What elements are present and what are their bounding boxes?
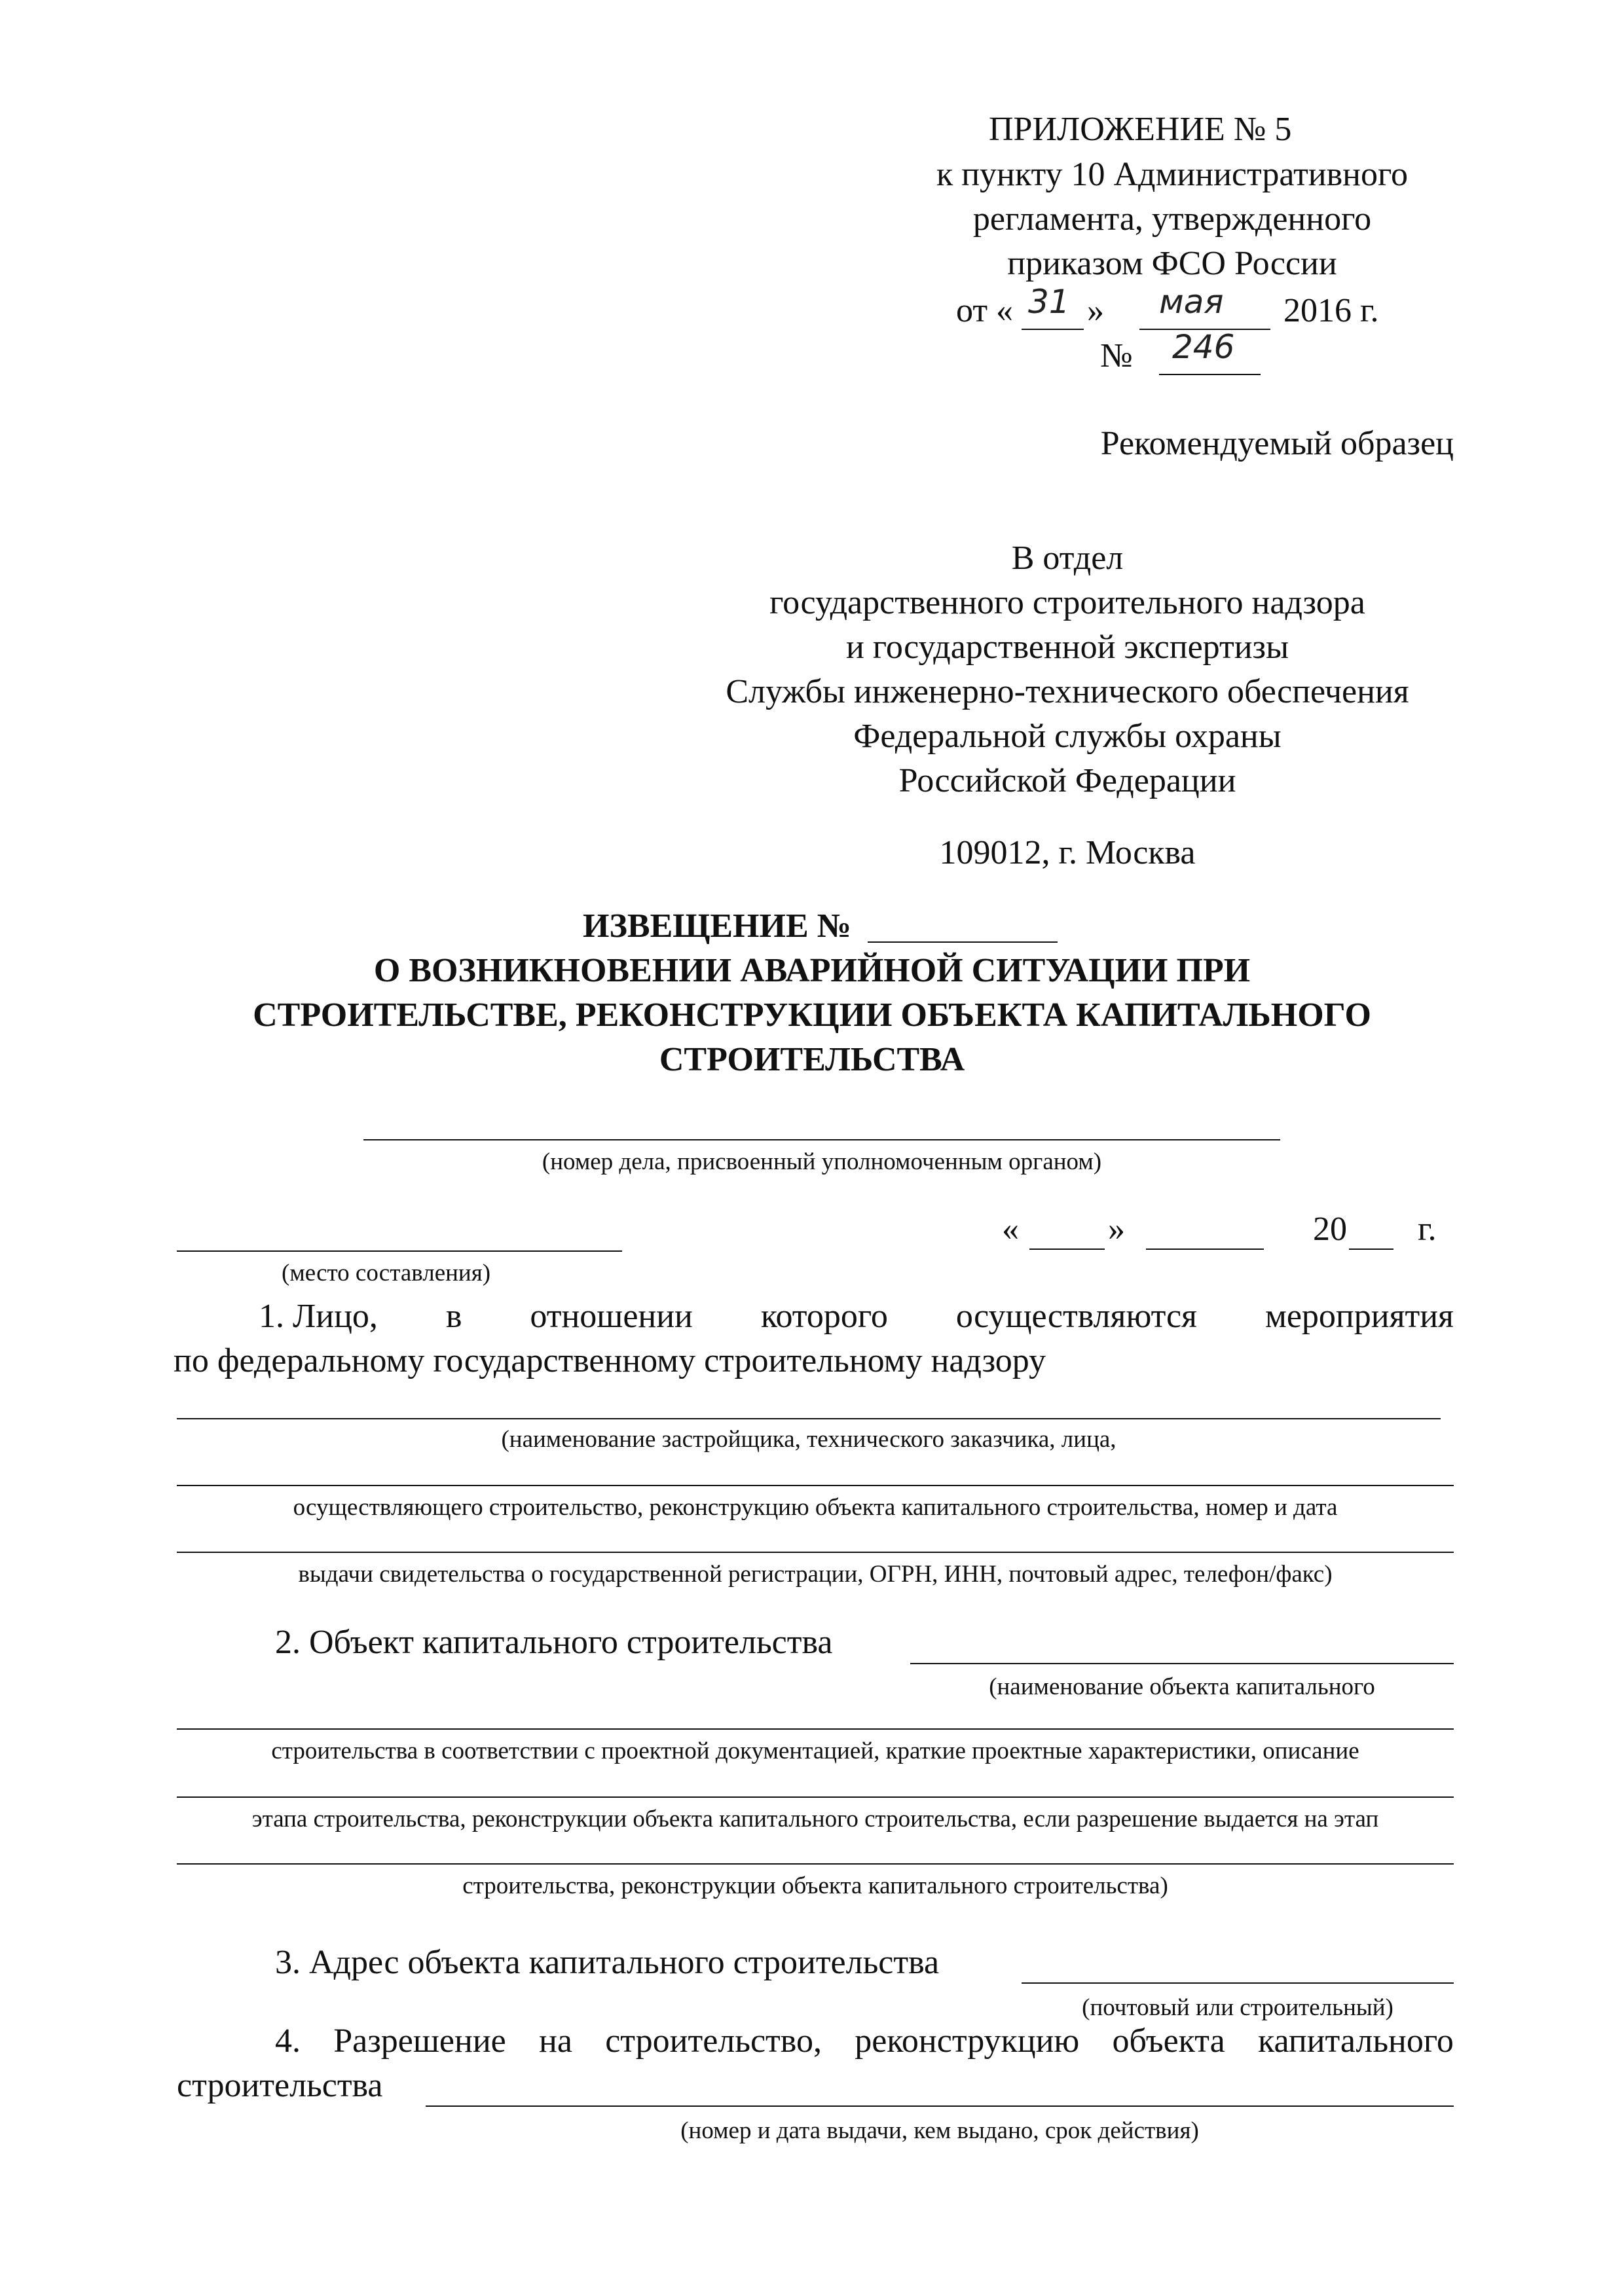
section-3-label: 3. Адрес объекта капитального строительства bbox=[275, 1944, 940, 1981]
addressee-line-5: Федеральной службы охраны bbox=[853, 718, 1282, 755]
recommended-sample: Рекомендуемый образец bbox=[1100, 425, 1454, 462]
date-close-quote-field: » bbox=[1108, 1211, 1125, 1248]
notice-title-line-3: СТРОИТЕЛЬСТВЕ, РЕКОНСТРУКЦИИ ОБЪЕКТА КАПИТАЛЬНОГО bbox=[253, 996, 1371, 1034]
section-1-caption-3: выдачи свидетельства о государственной регистрации, ОГРН, ИНН, почтовый адрес, телефон/факс) bbox=[298, 1561, 1333, 1588]
section-2-caption-2: строительства в соответствии с проектной документацией, краткие проектные характеристики, описание bbox=[271, 1738, 1359, 1764]
date-close-quote: » bbox=[1087, 292, 1104, 329]
s4-word: на bbox=[539, 2022, 572, 2060]
addressee-line-3: и государственной экспертизы bbox=[845, 629, 1289, 666]
appendix-line-2: регламента, утвержденного bbox=[972, 200, 1372, 238]
appendix-title: ПРИЛОЖЕНИЕ № 5 bbox=[989, 111, 1292, 148]
section-2-caption-4: строительства, реконструкции объекта капитального строительства) bbox=[462, 1872, 1168, 1899]
date-day-field[interactable] bbox=[1029, 1248, 1105, 1250]
developer-field-1[interactable] bbox=[177, 1418, 1441, 1419]
appendix-line-3: приказом ФСО России bbox=[1007, 245, 1337, 282]
section-3-caption: (почтовый или строительный) bbox=[1082, 1994, 1393, 2021]
appendix-line-1: к пункту 10 Административного bbox=[936, 156, 1409, 193]
notice-title-line-2: О ВОЗНИКНОВЕНИИ АВАРИЙНОЙ СИТУАЦИИ ПРИ bbox=[373, 952, 1251, 989]
s1-word: которого bbox=[760, 1298, 888, 1335]
date-month-field[interactable] bbox=[1146, 1248, 1264, 1250]
s1-word: мероприятия bbox=[1264, 1298, 1454, 1335]
permit-field[interactable] bbox=[426, 2105, 1454, 2107]
number-label: № bbox=[1100, 337, 1133, 374]
notice-title-line-4: СТРОИТЕЛЬСТВА bbox=[659, 1041, 965, 1078]
addressee-postal: 109012, г. Москва bbox=[939, 834, 1196, 871]
case-number-caption: (номер дела, присвоенный уполномоченным органом) bbox=[542, 1148, 1102, 1175]
section-4-line-2: строительства bbox=[177, 2067, 383, 2104]
developer-field-3[interactable] bbox=[177, 1552, 1454, 1553]
section-2-caption-3: этапа строительства, реконструкции объекта капитального строительства, если разрешение выдается на этап bbox=[251, 1806, 1379, 1832]
order-number bbox=[1100, 328, 1270, 383]
addressee-line-6: Российской Федерации bbox=[898, 762, 1236, 799]
section-1-caption-1: (наименование застройщика, технического заказчика, лица, bbox=[501, 1426, 1116, 1453]
notice-title-label: ИЗВЕЩЕНИЕ № bbox=[583, 907, 851, 945]
date-year-suffix: г. bbox=[1418, 1211, 1437, 1248]
s1-word: в bbox=[445, 1298, 462, 1335]
object-field-3[interactable] bbox=[177, 1796, 1454, 1798]
date-year-prefix: 20 bbox=[1313, 1211, 1347, 1248]
order-date bbox=[956, 283, 1414, 335]
date-open-quote: « bbox=[1002, 1211, 1019, 1248]
section-1-line-1 bbox=[174, 1295, 1454, 1338]
s1-word: осуществляются bbox=[955, 1298, 1197, 1335]
s1-word: 1. Лицо, bbox=[259, 1298, 378, 1335]
notice-title-number bbox=[583, 905, 851, 948]
addressee-line-4: Службы инженерно-технического обеспечения bbox=[726, 673, 1409, 710]
object-field-2[interactable] bbox=[177, 1728, 1454, 1730]
address-field[interactable] bbox=[1022, 1982, 1454, 1984]
section-2-label: 2. Объект капитального строительства bbox=[275, 1624, 833, 1661]
s4-word: капитального bbox=[1257, 2022, 1454, 2060]
section-2-caption-1: (наименование объекта капитального bbox=[989, 1673, 1375, 1700]
date-day-handwritten: 31 bbox=[1028, 283, 1070, 321]
s4-word: 4. bbox=[275, 2022, 301, 2060]
date-year: 2016 г. bbox=[1283, 292, 1379, 329]
section-1-caption-2: осуществляющего строительство, реконструкцию объекта капитального строительства, номер и дата bbox=[293, 1494, 1338, 1521]
developer-field-2[interactable] bbox=[177, 1485, 1454, 1486]
object-field-4[interactable] bbox=[177, 1863, 1454, 1865]
section-4-caption: (номер и дата выдачи, кем выдано, срок действия) bbox=[680, 2117, 1199, 2144]
s1-word: отношении bbox=[530, 1298, 693, 1335]
date-month-handwritten: мая bbox=[1159, 283, 1224, 321]
addressee-line-1: В отдел bbox=[1011, 539, 1124, 577]
s4-word: строительство, bbox=[605, 2022, 822, 2060]
place-caption: (место составления) bbox=[282, 1260, 491, 1286]
section-4-line-1 bbox=[174, 2020, 1454, 2063]
s4-word: Разрешение bbox=[333, 2022, 506, 2060]
date-year-field[interactable] bbox=[1349, 1248, 1393, 1250]
case-number-field[interactable] bbox=[363, 1139, 1280, 1140]
addressee-line-2: государственного строительного надзора bbox=[769, 584, 1365, 621]
s4-word: объекта bbox=[1112, 2022, 1225, 2060]
s4-word: реконструкцию bbox=[855, 2022, 1080, 2060]
section-1-line-2: по федеральному государственному строительному надзору bbox=[174, 1342, 1046, 1379]
number-handwritten: 246 bbox=[1172, 328, 1235, 366]
place-field[interactable] bbox=[177, 1250, 622, 1252]
date-field bbox=[995, 1208, 1454, 1254]
object-field-1[interactable] bbox=[910, 1663, 1454, 1664]
date-prefix: от « bbox=[956, 292, 1014, 329]
